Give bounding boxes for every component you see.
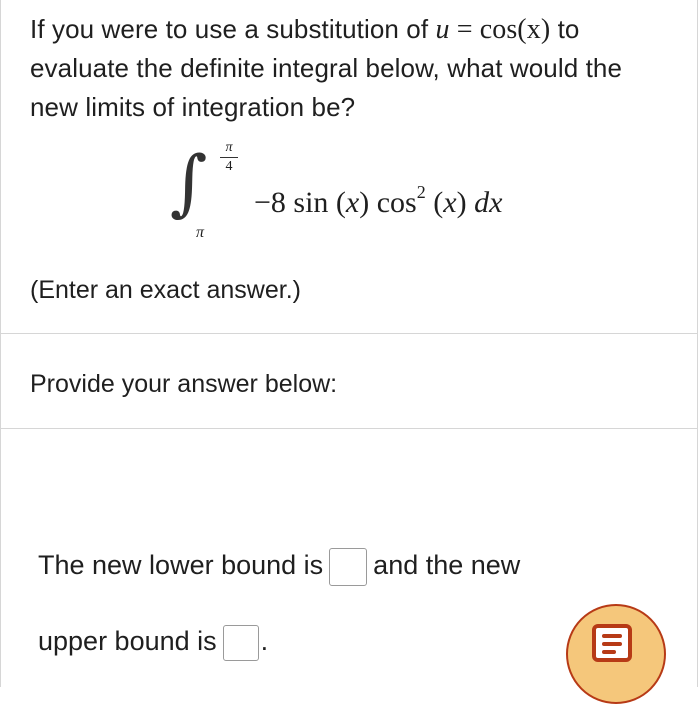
lower-bound-line xyxy=(38,546,520,586)
provide-answer-label: Provide your answer below: xyxy=(30,370,338,398)
integrand-x1: x xyxy=(345,186,360,219)
integral-sign: ∫ xyxy=(170,140,208,224)
and-the-new-label: and the new xyxy=(373,550,521,580)
lower-bound-input[interactable] xyxy=(329,548,367,586)
cos-expression: cos(x) xyxy=(479,14,551,45)
integrand xyxy=(254,182,502,220)
definite-integral xyxy=(170,140,590,250)
upper-limit-numerator: π xyxy=(225,140,233,155)
fraction-bar xyxy=(220,157,238,158)
divider-top xyxy=(1,333,697,334)
integrand-open: ( xyxy=(425,186,444,219)
u-symbol: u xyxy=(435,14,450,45)
upper-limit-denominator: 4 xyxy=(225,159,233,174)
integrand-close: ) xyxy=(456,186,475,219)
integrand-x2: x xyxy=(443,186,457,219)
integrand-power: 2 xyxy=(416,182,426,202)
question-part-2: to evaluate the definite integral below, what would the new limits of integration be? xyxy=(30,14,623,122)
question-part-1: If you were to use a substitution of xyxy=(30,14,436,44)
upper-limit xyxy=(220,140,238,175)
end-period: . xyxy=(260,626,269,656)
upper-bound-line xyxy=(38,622,268,661)
upper-bound-label: upper bound is xyxy=(38,626,217,656)
chat-icon-line-3 xyxy=(602,650,616,654)
chat-icon-line-2 xyxy=(602,642,622,646)
upper-bound-input[interactable] xyxy=(223,625,259,661)
chat-icon-line-1 xyxy=(602,634,622,638)
question-text xyxy=(30,10,670,127)
exact-answer-hint: (Enter an exact answer.) xyxy=(30,276,301,304)
integrand-cos: ) cos xyxy=(359,186,417,219)
integrand-prefix: −8 sin ( xyxy=(254,186,346,219)
integrand-dx: dx xyxy=(474,186,503,219)
chat-message-icon xyxy=(592,624,632,662)
lower-bound-label: The new lower bound is xyxy=(38,550,324,580)
chat-button[interactable] xyxy=(566,604,666,704)
lower-limit: π xyxy=(196,224,205,241)
divider-bottom xyxy=(1,428,697,429)
equals-sign: = xyxy=(449,14,480,45)
